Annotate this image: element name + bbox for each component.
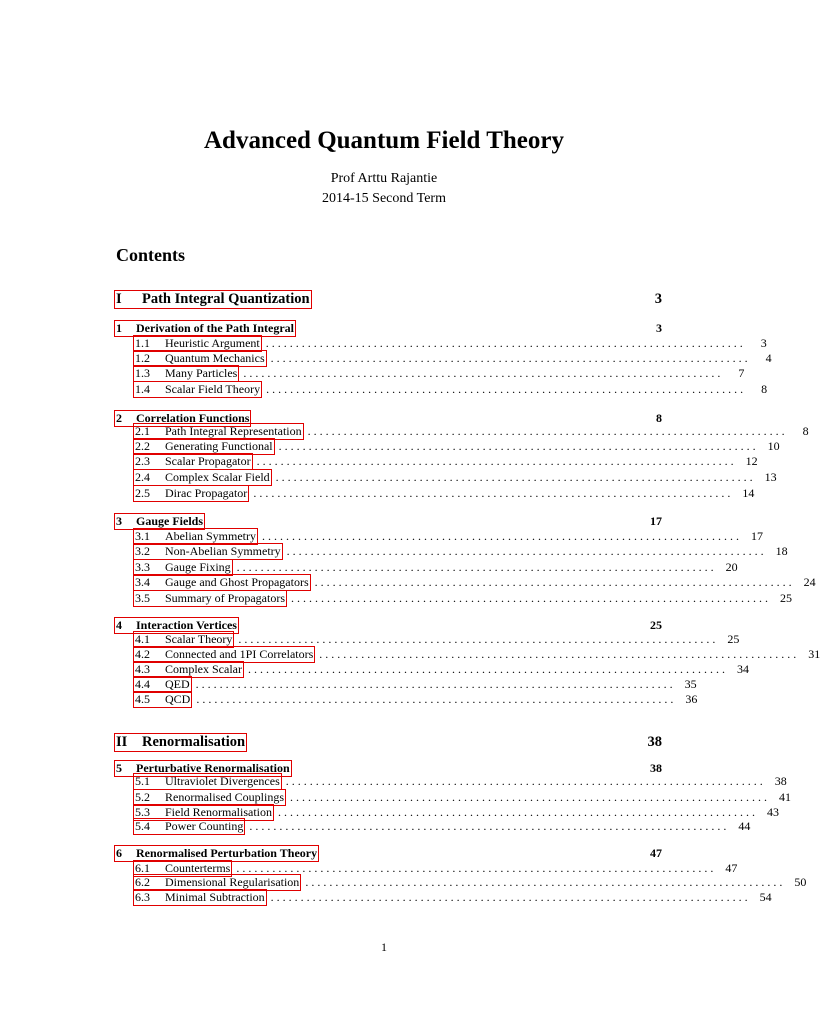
toc-page-number: 14 — [742, 486, 755, 500]
toc-page-number: 36 — [685, 692, 698, 706]
toc-sec-row — [133, 574, 816, 591]
toc-sec-row — [133, 773, 787, 790]
toc-sec-link[interactable] — [133, 381, 262, 398]
toc-sec-title: Counterterms — [165, 861, 231, 875]
toc-sec-row — [133, 453, 758, 470]
toc-sec-number: 6.2 — [135, 875, 150, 889]
dot-leader: . . . . . . . . . . . . . . . . . . . . . . . . . . . . . . . . . . . . . . . . . . . . . . . . . . . . . . . . . . . . . . . . . . . . . . . . . . . . . . . . — [256, 454, 734, 468]
toc-page-number: 20 — [725, 560, 738, 574]
toc-sec-number: 3.1 — [135, 529, 150, 543]
toc-sec-title: Path Integral Representation — [165, 424, 302, 438]
toc-page-number: 38 — [650, 761, 662, 775]
toc-page-number: 25 — [650, 618, 662, 632]
page-number: 1 — [381, 940, 387, 954]
toc-page-number: 31 — [808, 647, 820, 661]
toc-page-number: 34 — [736, 662, 749, 676]
dot-leader: . . . . . . . . . . . . . . . . . . . . . . . . . . . . . . . . . . . . . . . . . . . . . . . . . . . . . . . . . . . . . . . . . . . . . . . . . . . . . . . . — [285, 774, 763, 788]
toc-sec-title: Quantum Mechanics — [165, 351, 265, 365]
dot-leader: . . . . . . . . . . . . . . . . . . . . . . . . . . . . . . . . . . . . . . . . . . . . . . . . . . . . . . . . . . . . . . . . . . . . . . . . . . . . . . . . — [290, 790, 767, 804]
toc-sec-number: 4.2 — [135, 647, 150, 661]
dot-leader: . . . . . . . . . . . . . . . . . . . . . . . . . . . . . . . . . . . . . . . . . . . . . . . . . . . . . . . . . . . . . . . . . . . . . . . . . . . . . . . . — [314, 575, 792, 589]
toc-page-number: 17 — [750, 529, 763, 543]
toc-sec-number: 6.1 — [135, 861, 150, 875]
toc-sec-number: 4.4 — [135, 677, 150, 691]
dot-leader: . . . . . . . . . . . . . . . . . . . . . . . . . . . . . . . . . . . . . . . . . . . . . . . . . . . . . . . . . . . . . . . . . . . . . . . . . . . . . . . . — [278, 805, 755, 819]
toc-sec-title: QED — [165, 677, 190, 691]
dot-leader: . . . . . . . . . . . . . . . . . . . . . . . . . . . . . . . . . . . . . . . . . . . . . . . . . . . . . . . . . . . . . . . . . . . . . . . . . . . . . . . . — [243, 366, 721, 380]
toc-part-row — [114, 733, 662, 752]
document-author: Prof Arttu Rajantie — [330, 171, 438, 186]
toc-page-number: 44 — [738, 819, 751, 833]
toc-chap-number: 4 — [116, 618, 122, 632]
toc-part-number: II — [116, 734, 128, 750]
toc-sec-title: Summary of Propagators — [165, 591, 285, 605]
dot-leader: . . . . . . . . . . . . . . . . . . . . . . . . . . . . . . . . . . . . . . . . . . . . . . . . . . . . . . . . . . . . . . . . . . . . . . . . . . . . . . . . — [275, 470, 753, 484]
toc-chap-title: Interaction Vertices — [136, 618, 237, 632]
toc-sec-row — [133, 485, 755, 502]
toc-chap-title: Gauge Fields — [136, 514, 204, 528]
toc-sec-number: 2.4 — [135, 470, 150, 484]
toc-sec-row — [133, 381, 768, 398]
toc-page-number: 25 — [779, 591, 792, 605]
toc-page-number: 12 — [745, 454, 758, 468]
dot-leader: . . . . . . . . . . . . . . . . . . . . . . . . . . . . . . . . . . . . . . . . . . . . . . . . . . . . . . . . . . . . . . . . . . . . . . . . . . . . . . . . — [278, 439, 756, 453]
toc-page-number: 38 — [774, 774, 787, 788]
toc-sec-link[interactable] — [133, 543, 283, 560]
toc-page-number: 3 — [656, 321, 662, 335]
dot-leader: . . . . . . . . . . . . . . . . . . . . . . . . . . . . . . . . . . . . . . . . . . . . . . . . . . . . . . . . . . . . . . . . . . . . . . . . . . . . . . . . — [270, 890, 748, 904]
toc-sec-title: Heuristic Argument — [165, 336, 260, 350]
toc-page-number: 17 — [650, 514, 662, 528]
toc-page-number: 7 — [738, 366, 745, 380]
toc-chap-title: Renormalised Perturbation Theory — [136, 846, 318, 860]
document-title: Advanced Quantum Field Theory — [204, 127, 564, 154]
toc-page-number: 35 — [684, 677, 697, 691]
toc-sec-row — [133, 543, 788, 560]
toc-page-number: 10 — [767, 439, 780, 453]
toc-sec-link[interactable] — [133, 485, 249, 502]
dot-leader: . . . . . . . . . . . . . . . . . . . . . . . . . . . . . . . . . . . . . . . . . . . . . . . . . . . . . . . . . . . . . . . . . . . . . . . . . . . . . . . . — [305, 875, 783, 889]
toc-page-number: 24 — [803, 575, 816, 589]
toc-chap-number: 5 — [116, 761, 122, 775]
toc-page-number: 25 — [727, 632, 740, 646]
toc-page-number: 18 — [775, 544, 788, 558]
toc-sec-number: 3.2 — [135, 544, 150, 558]
toc-sec-number: 6.3 — [135, 890, 150, 904]
toc-page-number: 41 — [779, 790, 791, 804]
toc-page-number: 54 — [759, 890, 772, 904]
dot-leader: . . . . . . . . . . . . . . . . . . . . . . . . . . . . . . . . . . . . . . . . . . . . . . . . . . . . . . . . . . . . . . . . . . . . . . . . . . . . . . . . — [270, 351, 748, 365]
dot-leader: . . . . . . . . . . . . . . . . . . . . . . . . . . . . . . . . . . . . . . . . . . . . . . . . . . . . . . . . . . . . . . . . . . . . . . . . . . . . . . . . — [265, 336, 743, 350]
toc-page-number: 38 — [647, 734, 662, 750]
toc-sec-number: 3.5 — [135, 591, 150, 605]
toc-sec-link[interactable] — [133, 365, 239, 382]
dot-leader: . . . . . . . . . . . . . . . . . . . . . . . . . . . . . . . . . . . . . . . . . . . . . . . . . . . . . . . . . . . . . . . . . . . . . . . . . . . . . . . . — [307, 424, 785, 438]
toc-part-title: Path Integral Quantization — [142, 291, 310, 307]
toc-sec-number: 2.1 — [135, 424, 150, 438]
toc-sec-title: Field Renormalisation — [165, 805, 272, 819]
dot-leader: . . . . . . . . . . . . . . . . . . . . . . . . . . . . . . . . . . . . . . . . . . . . . . . . . . . . . . . . . . . . . . . . . . . . . . . . . . . . . . . . — [195, 677, 673, 691]
toc-page-number: 4 — [765, 351, 772, 365]
toc-sec-number: 4.5 — [135, 692, 150, 706]
toc-sec-title: Generating Functional — [165, 439, 273, 453]
toc-sec-title: Abelian Symmetry — [165, 529, 256, 543]
toc-page-number: 3 — [654, 291, 662, 307]
toc-chap-number: 6 — [116, 846, 122, 860]
toc-sec-row — [133, 889, 772, 906]
toc-sec-link[interactable] — [133, 889, 267, 906]
toc-sec-title: Non-Abelian Symmetry — [165, 544, 281, 558]
toc-part-row — [114, 290, 662, 309]
toc-sec-title: Scalar Theory — [165, 632, 233, 646]
toc-sec-row — [133, 590, 792, 607]
toc-part-number: I — [116, 291, 122, 307]
dot-leader: . . . . . . . . . . . . . . . . . . . . . . . . . . . . . . . . . . . . . . . . . . . . . . . . . . . . . . . . . . . . . . . . . . . . . . . . . . . . . . . . — [238, 632, 716, 646]
dot-leader: . . . . . . . . . . . . . . . . . . . . . . . . . . . . . . . . . . . . . . . . . . . . . . . . . . . . . . . . . . . . . . . . . . . . . . . . . . . . . . . . — [249, 819, 727, 833]
toc-sec-link[interactable] — [133, 590, 287, 607]
dot-leader: . . . . . . . . . . . . . . . . . . . . . . . . . . . . . . . . . . . . . . . . . . . . . . . . . . . . . . . . . . . . . . . . . . . . . . . . . . . . . . . . — [236, 861, 714, 875]
toc-chap-title: Perturbative Renormalisation — [136, 761, 290, 775]
toc-sec-link[interactable] — [133, 691, 192, 708]
toc-sec-row — [133, 691, 698, 708]
toc-sec-number: 5.3 — [135, 805, 150, 819]
toc-part-title: Renormalisation — [142, 734, 246, 750]
toc-sec-title: Renormalised Couplings — [165, 790, 284, 804]
toc-page-number: 43 — [767, 805, 779, 819]
dot-leader: . . . . . . . . . . . . . . . . . . . . . . . . . . . . . . . . . . . . . . . . . . . . . . . . . . . . . . . . . . . . . . . . . . . . . . . . . . . . . . . . — [286, 544, 764, 558]
toc-sec-number: 1.3 — [135, 366, 150, 380]
toc-sec-number: 2.3 — [135, 454, 150, 468]
toc-sec-title: Dimensional Regularisation — [165, 875, 300, 889]
dot-leader: . . . . . . . . . . . . . . . . . . . . . . . . . . . . . . . . . . . . . . . . . . . . . . . . . . . . . . . . . . . . . . . . . . . . . . . . . . . . . . . . — [247, 662, 725, 676]
toc-page-number: 8 — [802, 424, 809, 438]
toc-sec-number: 1.1 — [135, 336, 150, 350]
toc-sec-title: Minimal Subtraction — [165, 890, 265, 904]
toc-sec-title: Gauge and Ghost Propagators — [165, 575, 309, 589]
dot-leader: . . . . . . . . . . . . . . . . . . . . . . . . . . . . . . . . . . . . . . . . . . . . . . . . . . . . . . . . . . . . . . . . . . . . . . . . . . . . . . . . — [319, 647, 797, 661]
toc-page-number: 47 — [650, 846, 662, 860]
toc-part-link[interactable] — [114, 733, 247, 752]
toc-page-number: 8 — [761, 382, 768, 396]
contents-heading: Contents — [116, 245, 186, 265]
toc-page-number: 13 — [764, 470, 777, 484]
toc-part-link[interactable] — [114, 290, 312, 309]
toc-sec-number: 5.4 — [135, 819, 150, 833]
toc-sec-title: Gauge Fixing — [165, 560, 231, 574]
toc-sec-title: Connected and 1PI Correlators — [165, 647, 314, 661]
toc-chap-number: 1 — [116, 321, 122, 335]
toc-sec-number: 3.3 — [135, 560, 150, 574]
toc-sec-row — [133, 469, 777, 486]
toc-page-number: 8 — [656, 411, 662, 425]
dot-leader: . . . . . . . . . . . . . . . . . . . . . . . . . . . . . . . . . . . . . . . . . . . . . . . . . . . . . . . . . . . . . . . . . . . . . . . . . . . . . . . . — [236, 560, 714, 574]
toc-sec-title: Complex Scalar — [165, 662, 242, 676]
toc-page-number: 3 — [760, 336, 767, 350]
toc-sec-number: 3.4 — [135, 575, 150, 589]
dot-leader: . . . . . . . . . . . . . . . . . . . . . . . . . . . . . . . . . . . . . . . . . . . . . . . . . . . . . . . . . . . . . . . . . . . . . . . . . . . . . . . . — [266, 382, 744, 396]
toc-sec-title: Scalar Field Theory — [165, 382, 261, 396]
toc-chap-number: 2 — [116, 411, 122, 425]
toc-sec-number: 2.5 — [135, 486, 150, 500]
toc-sec-link[interactable] — [133, 453, 253, 470]
toc-sec-title: Many Particles — [165, 366, 238, 380]
dot-leader: . . . . . . . . . . . . . . . . . . . . . . . . . . . . . . . . . . . . . . . . . . . . . . . . . . . . . . . . . . . . . . . . . . . . . . . . . . . . . . . . — [196, 692, 674, 706]
toc-sec-row — [133, 818, 751, 835]
toc-page-number: 47 — [725, 861, 738, 875]
dot-leader: . . . . . . . . . . . . . . . . . . . . . . . . . . . . . . . . . . . . . . . . . . . . . . . . . . . . . . . . . . . . . . . . . . . . . . . . . . . . . . . . — [261, 529, 739, 543]
toc-sec-title: Power Counting — [165, 819, 244, 833]
toc-sec-link[interactable] — [133, 818, 245, 835]
toc-chap-title: Derivation of the Path Integral — [136, 321, 294, 335]
dot-leader: . . . . . . . . . . . . . . . . . . . . . . . . . . . . . . . . . . . . . . . . . . . . . . . . . . . . . . . . . . . . . . . . . . . . . . . . . . . . . . . . — [253, 486, 731, 500]
toc-sec-row — [133, 365, 745, 382]
document-term: 2014-15 Second Term — [322, 191, 446, 206]
toc-sec-title: Scalar Propagator — [165, 454, 251, 468]
toc-sec-title: Complex Scalar Field — [165, 470, 270, 484]
toc-sec-number: 5.1 — [135, 774, 150, 788]
toc-sec-title: Ultraviolet Divergences — [165, 774, 280, 788]
toc-sec-link[interactable] — [133, 773, 282, 790]
toc-chap-title: Correlation Functions — [136, 411, 250, 425]
toc-sec-number: 5.2 — [135, 790, 150, 804]
toc-sec-title: Dirac Propagator — [165, 486, 248, 500]
toc-sec-link[interactable] — [133, 469, 272, 486]
dot-leader: . . . . . . . . . . . . . . . . . . . . . . . . . . . . . . . . . . . . . . . . . . . . . . . . . . . . . . . . . . . . . . . . . . . . . . . . . . . . . . . . — [290, 591, 768, 605]
toc-sec-number: 4.3 — [135, 662, 150, 676]
toc-sec-number: 1.4 — [135, 382, 150, 396]
toc-sec-number: 4.1 — [135, 632, 150, 646]
toc-page-number: 50 — [794, 875, 807, 889]
toc-sec-title: QCD — [165, 692, 191, 706]
toc-sec-number: 2.2 — [135, 439, 150, 453]
toc-chap-number: 3 — [116, 514, 122, 528]
toc-sec-link[interactable] — [133, 574, 311, 591]
toc-sec-number: 1.2 — [135, 351, 150, 365]
